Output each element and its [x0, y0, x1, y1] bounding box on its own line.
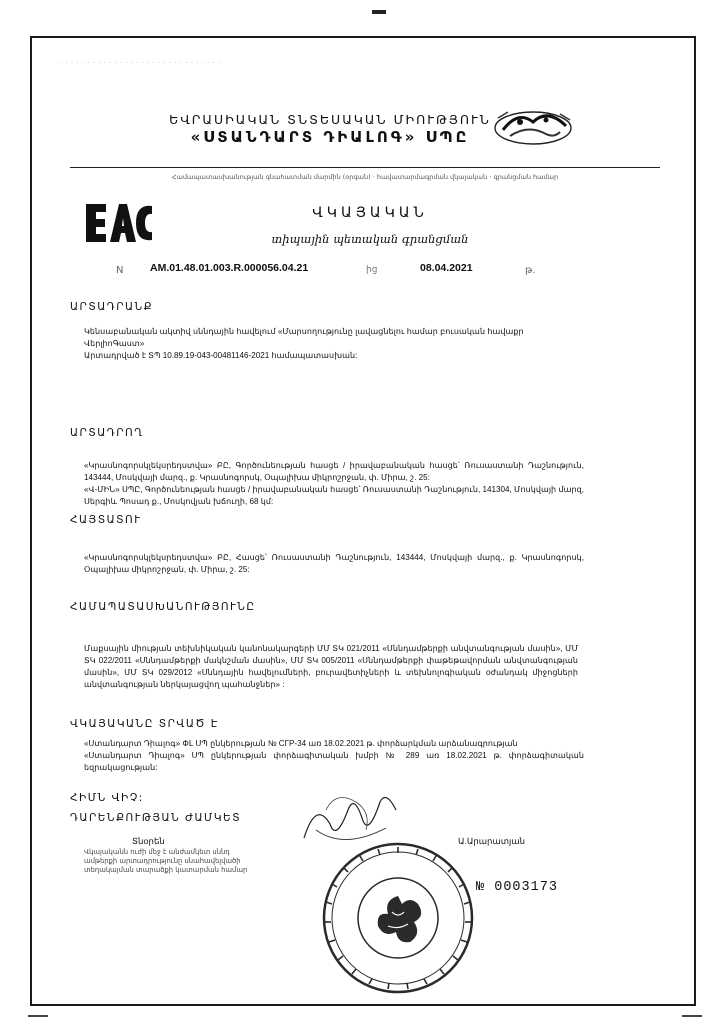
header-noise: · · · · · · · · · · · · · · · · · · · · · · · · · · · · · · [60, 59, 221, 67]
year-suffix: թ. [525, 265, 536, 276]
conformity-heading: ՀԱՄԱՊԱՏԱՍԽԱՆՈՒԹՅՈՒՆԸ [70, 601, 256, 613]
applicant-heading: ՀԱՅՏԱՏՈՒ [70, 514, 142, 526]
issued-basis-heading: ՎԿԱՅԱԿԱՆԸ ՏՐՎԱԾ Է [70, 718, 219, 730]
signer-role: Տնօրեն [132, 836, 165, 846]
header-divider [70, 167, 660, 168]
official-stamp [318, 838, 478, 998]
signer-name: Ա.Արարատյան [458, 836, 525, 846]
issued-basis-text: «Ստանդարտ Դիալոգ» ՓԼ ՍՊ ընկերության № СГР-34 առ 18.02.2021 թ. փորձարկման արձանագրության «Ստանդարտ Դիալոգ» ՍՊ ընկերության փորձագիտական խմբի № 289 առ 18.02.2021 թ. փորձագիտական եզրակացության: [84, 739, 584, 772]
validity-heading: ՀԻՄՆ ՎԻՉ: [70, 792, 144, 804]
scan-mark-top [372, 10, 386, 14]
serial-number-row [476, 880, 558, 895]
number-label: N [116, 265, 124, 276]
document-subtitle: տիպային պետական գրանցման [271, 232, 469, 246]
conformity-text: Մաքսային միության տեխնիկական կանոնակարգերի ՄՄ ՏԿ 021/2011 «Սննդամթերքի անվտանգության մասին», ՄՄ ՏԿ 022/2011 «Սննդամթերքի մակնշման մասին», ՄՄ ՏԿ 005/2011 «Սննդամթերքի փաթեթավորման անվտանգության մասին», ՄՄ ՏԿ 029/2012 «Սննդային հավելումների, բուրավետիչների և տեխնոլոգիական օժանդակ միջոցների անվտանգության ներկայացվող պահանջներ» : [84, 644, 578, 689]
organization-name: «ՍՏԱՆԴԱՐՏ ԴԻԱԼՈԳ» ՍՊԸ [190, 128, 470, 146]
organization-logo-icon [488, 100, 578, 150]
manufacturer-text: «Կրասնոգորսկլեկսրեդստվա» ԲԸ, Գործունեության հասցե / իրավաբանական հասցե՝ Ռուսաստանի Դաշնություն, 143444, Մոսկվայի մարզ., ք. Կրասնոգորսկ, Օպալիխա միկրոշրջան, փ. Միրա, շ. 25: «Վ-ՄԻՆ» ՍՊԸ, Գործունեության հասցե / իրավաբանական հասցե՝ Ռուսաստանի Դաշնություն, 141304, Մոսկվայի մարզ, Սերգիև Պոսադ ք., Մոսկովյան խճուղի, 68 կմ: [84, 461, 584, 506]
scan-mark-bottom-left [28, 1015, 48, 1017]
signature-block-heading: ԴԱՐԵՆՔՈՒԹՅԱՆ ԺԱՄԿԵՏ [70, 812, 242, 824]
document-title: ՎԿԱՅԱԿԱՆ [312, 205, 428, 221]
manufacturer-heading: ԱՐՏԱԴՐՈՂ [70, 427, 144, 439]
certificate-date: 08.04.2021 [420, 262, 473, 274]
eac-logo-icon [80, 198, 155, 248]
product-heading: ԱՐՏԱԴՐԱՆՔ [70, 301, 154, 313]
date-label: ից [366, 265, 378, 275]
accreditation-line: Համապատասխանության գնահատման մարմին (օրգան) · հավատարմագրման վկայական · գրանցման համար [171, 173, 559, 181]
scan-mark-bottom-right [682, 1015, 702, 1017]
footer-note: Վկայականն ուժի մեջ է անժամկետ սննդ ամթերքի արտադրությունը սնահավելվածի տեղակայման տարածքի կատարման համար [84, 848, 248, 874]
certificate-number: AM.01.48.01.003.R.000056.04.21 [150, 262, 309, 274]
organization-line-1: ԵՎՐԱՍԻԱԿԱՆ ՏՆՏԵՍԱԿԱՆ ՄԻՈՒԹՅՈՒՆ [169, 112, 491, 127]
serial-label: № [476, 880, 486, 895]
serial-number: 0003173 [494, 880, 558, 895]
applicant-text: «Կրասնոգորսկլեկսրեդստվա» ԲԸ, Հասցե՝ Ռուսաստանի Դաշնություն, 143444, Մոսկվայի մարզ., ք. Կրասնոգորսկ, Օպալիխա միկրոշրջան, փ. Միրա, շ. 25: [84, 553, 584, 574]
product-text: Կենսաբանական ակտիվ սննդային հավելում «Մարսողությունը լավացնելու համար բուսական հավաքր ՎերլիոԳաստ» Արտադրված է ՏՊ 10.89.19-043-00481146-2021 համապատասխան: [84, 327, 524, 360]
